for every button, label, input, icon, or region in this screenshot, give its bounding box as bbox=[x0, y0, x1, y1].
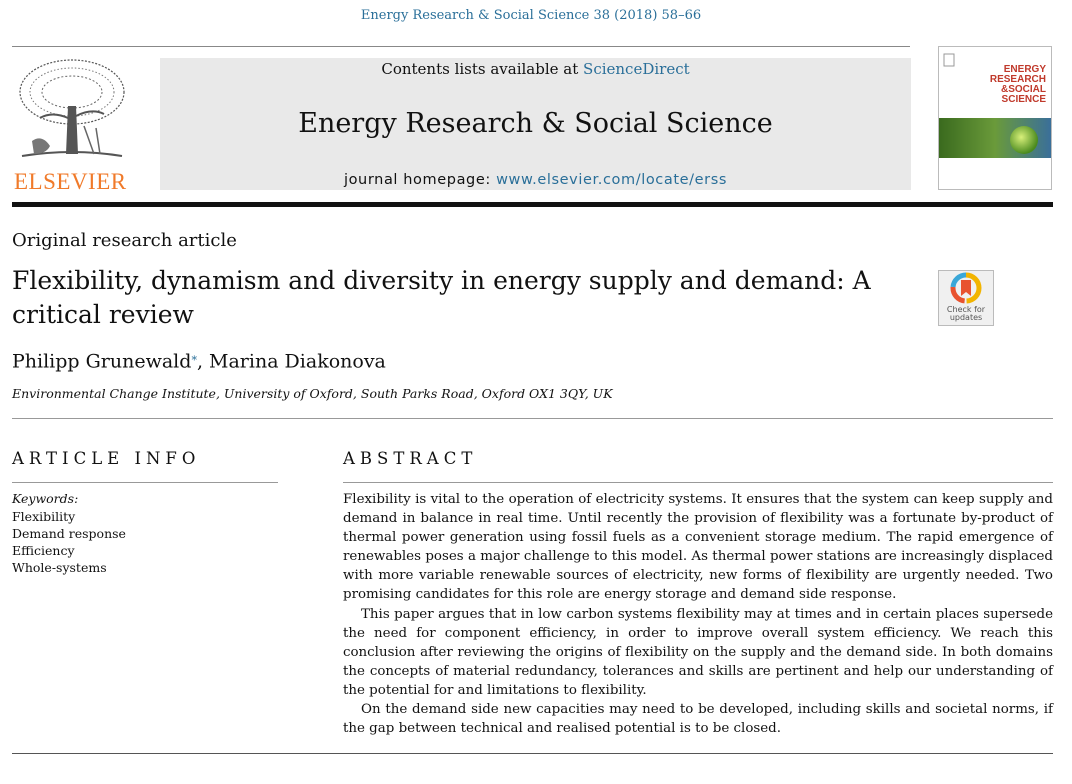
keyword-item: Efficiency bbox=[12, 543, 75, 558]
article-info-rule bbox=[12, 482, 278, 483]
journal-name: Energy Research & Social Science bbox=[298, 108, 773, 139]
abstract-heading: ABSTRACT bbox=[343, 449, 478, 468]
abstract-paragraph: This paper argues that in low carbon systems flexibility may at times and in certain places supersede the need for component efficiency, in order to improve overall system efficiency. We reach this conclusion after reviewing the origins of flexibility on the supply and the demand side. In both domains the concepts of material redundancy, tolerances and skills are pertinent and help our understanding of the potential for and limitations to flexibility. bbox=[343, 606, 1053, 698]
journal-cover-thumbnail[interactable] bbox=[938, 46, 1052, 190]
abstract-paragraph: Flexibility is vital to the operation of electricity systems. It ensures that the system can keep supply and demand in balance in real time. Until recently the provision of flexibility was a fortunate by-product of thermal power generation using fossil fuels as a convenient storage medium. The rapid emergence of renewables poses a major challenge to this model. As thermal power stations are increasingly displaced with more variable renewable sources of electricity, new forms of flexibility are urgently needed. Two promising candidates for this role are energy storage and demand side response. bbox=[343, 492, 1053, 603]
authors bbox=[12, 350, 386, 372]
article-info-heading: ARTICLE INFO bbox=[12, 449, 201, 468]
cover-title-line-3: &SOCIAL bbox=[1001, 84, 1046, 95]
homepage-prefix: journal homepage: bbox=[343, 172, 497, 188]
cover-title-line-4: SCIENCE bbox=[1001, 94, 1046, 105]
homepage-line bbox=[160, 172, 911, 188]
contents-prefix: Contents lists available at bbox=[381, 60, 584, 78]
article-title: Flexibility, dynamism and diversity in energy supply and demand: A critical review bbox=[12, 266, 871, 329]
elsevier-wordmark: ELSEVIER bbox=[14, 169, 127, 194]
check-for-updates-badge[interactable] bbox=[938, 270, 994, 326]
keywords-label: Keywords: bbox=[12, 491, 79, 506]
abstract-rule bbox=[343, 482, 1053, 483]
author-diakonova[interactable]: , Marina Diakonova bbox=[196, 350, 386, 373]
keyword-item: Flexibility bbox=[12, 509, 76, 524]
journal-citation[interactable]: Energy Research & Social Science 38 (2018) 58–66 bbox=[360, 8, 702, 23]
keyword-item: Whole-systems bbox=[12, 560, 107, 575]
homepage-link[interactable]: www.elsevier.com/locate/erss bbox=[496, 172, 728, 188]
contents-line bbox=[160, 60, 911, 78]
cover-title-line-1: ENERGY bbox=[1003, 64, 1046, 75]
abstract-body bbox=[343, 490, 1053, 738]
check-updates-line-1: Check for bbox=[946, 305, 986, 314]
cover-title-line-2: RESEARCH bbox=[989, 74, 1046, 85]
header-thick-rule bbox=[12, 202, 1053, 207]
keywords-list bbox=[12, 508, 126, 576]
abstract-paragraph: On the demand side new capacities may need to be developed, including skills and societal norms, if the gap between technical and realised potential is to be closed. bbox=[343, 702, 1053, 737]
keyword-item: Demand response bbox=[12, 526, 126, 541]
author-grunewald[interactable]: Philipp Grunewald bbox=[12, 350, 192, 373]
check-updates-line-2: updates bbox=[949, 313, 983, 322]
affiliation-rule bbox=[12, 418, 1053, 419]
header-rule bbox=[12, 46, 910, 47]
sciencedirect-link[interactable]: ScienceDirect bbox=[583, 60, 690, 78]
corresponding-author-mark[interactable]: ⁎ bbox=[191, 350, 197, 363]
abstract-bottom-rule bbox=[12, 753, 1053, 754]
affiliation: Environmental Change Institute, University of Oxford, South Parks Road, Oxford OX1 3QY, UK bbox=[12, 386, 613, 401]
article-type: Original research article bbox=[12, 230, 237, 251]
